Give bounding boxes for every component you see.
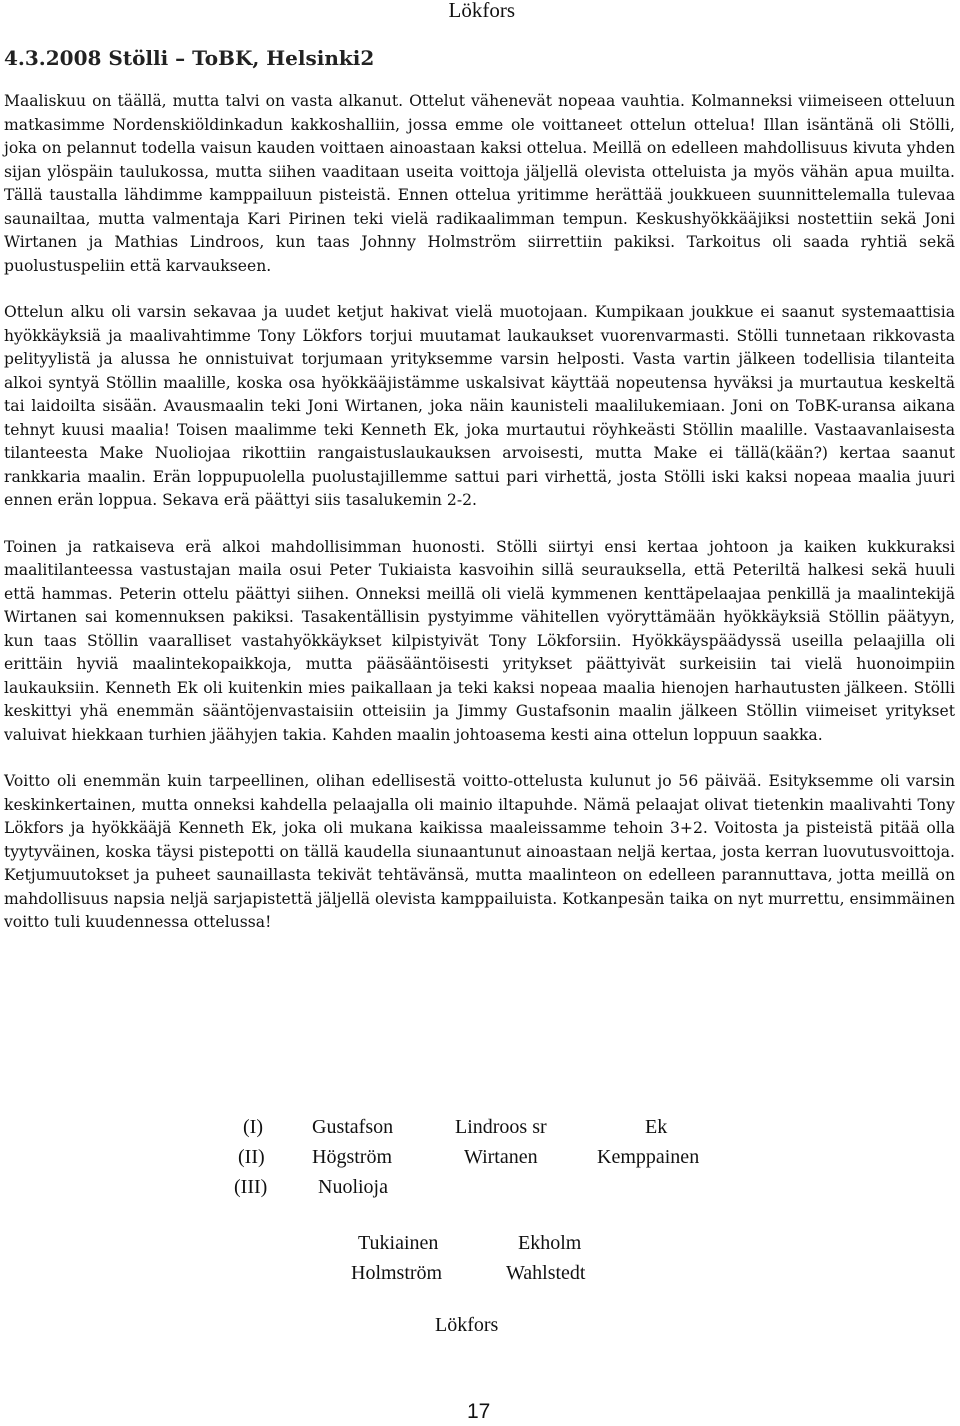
player-name: Kemppainen [597, 1146, 700, 1168]
player-name: Nuolioja [318, 1176, 388, 1198]
article-body [4, 90, 955, 958]
paragraph: Ottelun alku oli varsin sekavaa ja uudet ketjut hakivat vielä muotojaan. Kumpikaan joukkue ei saanut systemaattisia hyökkäyksiä ja maalivahtimme Tony Lökfors torjui muutamat laukaukset vuorenvarmasti. Stölli tunnetaan rikkovasta pelityylistä ja alussa he onnistuivat torjumaan yrityksemme varsin helposti. Vasta vartin jälkeen todellisia tilanteita alkoi syntyä Stöllin maalille, koska osa hyökkääjistämme uskalsivat käyttää nopeutensa hyväksi ja murtautua keskeltä tai laidoilta sisään. Avausmaalin teki Joni Wirtanen, joka näin kaunisteli maalilukemiaan. Joni on ToBK-uransa aikana tehnyt kuusi maalia! Toisen maalimme teki Kenneth Ek, joka murtautui röyhkeästi Stöllin maalille. Vastaavanlaisesta tilanteesta Make Nuoliojaa rikottiin rangaistuslaukauksen arvoisesti, mutta Make ei tällä(kään?) kertaa saanut rankkaria maalin. Erän loppupuolella puolustajillemme sattui pari virhettä, josta Stölli iski kaksi nopeaa maalia juuri ennen erän loppua. Sekava erä päättyi siis tasalukemin 2-2. [4, 303, 955, 509]
line-label: (III) [234, 1176, 268, 1198]
player-name: Holmström [351, 1262, 443, 1284]
player-name: Wirtanen [464, 1146, 538, 1168]
paragraph: Voitto oli enemmän kuin tarpeellinen, olihan edellisestä voitto-ottelusta kulunut jo 56 päivää. Esityksemme oli varsin keskinkertainen, mutta onneksi kahdella pelaajalla oli mainio iltapuhde. Nämä pelaajat olivat tietenkin maalivahti Tony Lökfors ja hyökkääjä Kenneth Ek, joka oli mukana kaikissa maaleissamme tehoin 3+2. Voitosta ja pisteistä pitää olla tyytyväinen, koska täysi pistepotti on tällä kaudella siunaantunut ainoastaan neljä kertaa, josta kerran luovutusvoittoja. Ketjumuutokset ja puheet saunaillasta tekivät tehtävänsä, mutta maalinteon on edelleen parannuttava, jotta meillä on mahdollisuus napsia neljä sarjapistettä jäljellä olevista kamppailuista. Kotkanpesän taika on nyt murrettu, ensimmäinen voitto tuli kuudennessa ottelussa! [4, 772, 955, 931]
page-title: 4.3.2008 Stölli – ToBK, Helsinki2 [4, 46, 375, 70]
player-name: Högström [312, 1146, 392, 1168]
player-name: Gustafson [312, 1116, 394, 1138]
line-label: (I) [243, 1116, 263, 1138]
player-name: Tukiainen [358, 1232, 439, 1254]
paragraph: Maaliskuu on täällä, mutta talvi on vasta alkanut. Ottelut vähenevät nopeaa vauhtia. Kolmanneksi viimeiseen otteluun matkasimme Nordenskiöldinkadun kakkoshalliin, jossa emme ole voittaneet ottelun ottelua! Illan isäntänä oli Stölli, joka on pelannut todella vaisun kauden voittaen ainoastaan kaksi ottelua. Meillä on edelleen mahdollisuus kivuta yhden sijan ylöspäin taulukossa, mutta siihen vaaditaan useita voittoja jäljellä olevista otteluista ja myös vähän apua muilta. Tällä taustalla lähdimme kamppailuun pisteistä. Ennen ottelua yritimme herättää joukkueen suunnittelemalla tulevaa saunailtaa, mutta valmentaja Kari Pirinen teki vielä radikaalimman tempun. Keskushyökkääjiksi nostettiin sekä Joni Wirtanen ja Mathias Lindroos, kun taas Johnny Holmström siirrettiin pakiksi. Tarkoitus oli saada ryhtiä sekä puolustuspeliin että karvaukseen. [4, 92, 955, 275]
line-label: (II) [238, 1146, 265, 1168]
goalie-name: Lökfors [435, 1314, 499, 1336]
player-name: Ekholm [518, 1232, 582, 1254]
player-name: Wahlstedt [506, 1262, 586, 1284]
paragraph: Toinen ja ratkaiseva erä alkoi mahdollisimman huonosti. Stölli siirtyi ensi kertaa johtoon ja kaiken kukkuraksi maalitilanteessa vastustajan maila osui Peter Tukiaista kasvoihin sillä seurauksella, että Peteriltä halkesi sekä huuli että hammas. Peterin ottelu päättyi siihen. Onneksi meillä oli vielä kymmenen kenttäpelaajaa penkillä ja maalintekijä Wirtanen sai komennuksen pakiksi. Tasakentällisin pystyimme vähitellen vyöryttämään hyökkäyksiä Stöllin päätyyn, kun taas Stöllin vaaralliset vastahyökkäykset kilpistyivät Tony Lökforsiin. Hyökkäyspäädyssä useilla pelaajilla oli erittäin hyviä maalintekopaikkoja, mutta pääsääntöisesti yritykset päättyivät surkeisiin tai vielä huonoimpiin laukauksiin. Kenneth Ek oli kuitenkin mies paikallaan ja teki kaksi nopeaa maalia hienojen harhautusten jälkeen. Stölli keskittyi yhä enemmän sääntöjenvastaisiin otteisiin ja Jimmy Gustafsonin maalin jälkeen Stöllin viimeiset yritykset valuivat hiekkaan turhien jäähyjen takia. Kahden maalin johtoasema kesti aina ottelun loppuun saakka. [4, 537, 955, 744]
player-name: Ek [645, 1116, 668, 1138]
page-number: 17 [467, 1400, 491, 1423]
player-name: Lindroos sr [455, 1116, 547, 1138]
header-author: Lökfors [448, 0, 515, 22]
